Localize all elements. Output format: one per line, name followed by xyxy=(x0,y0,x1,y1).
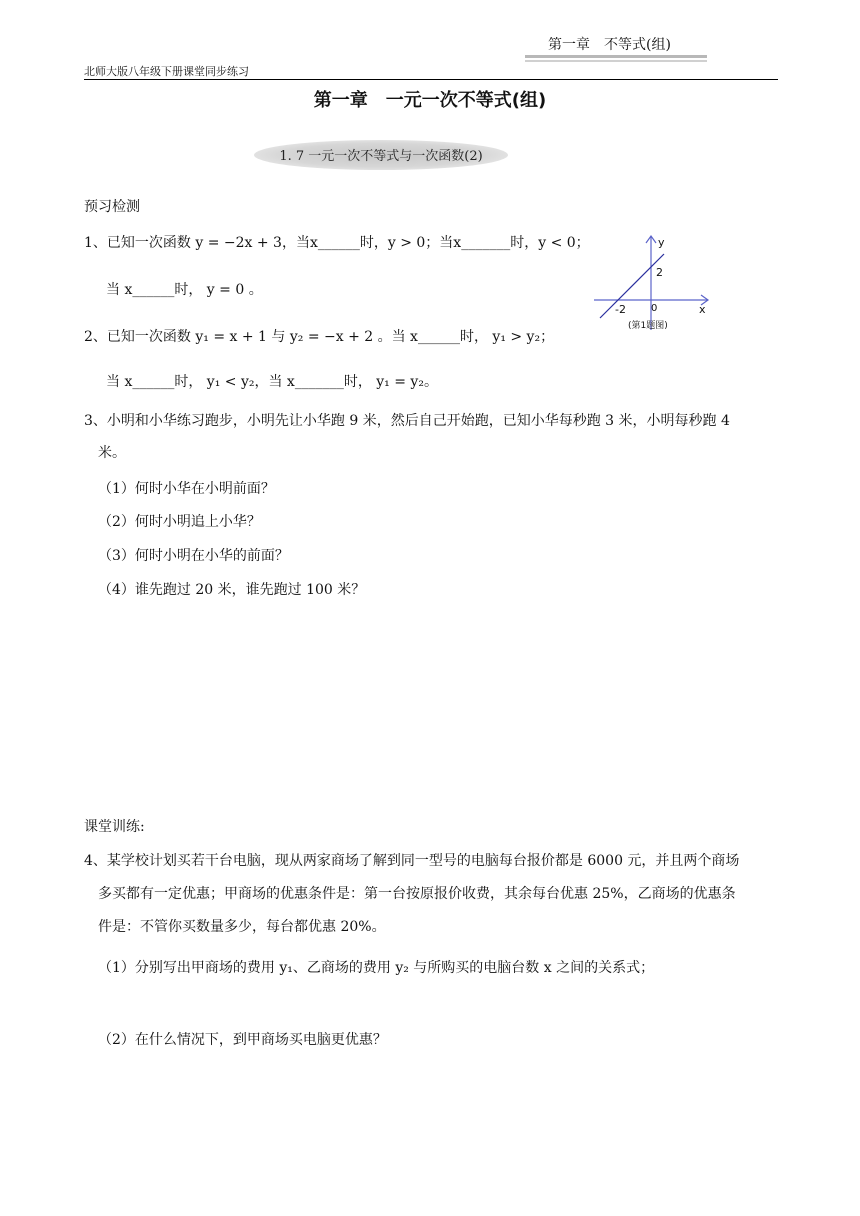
linear-function-graph xyxy=(590,230,720,335)
question-4-line-1: 4、某学校计划买若干台电脑，现从两家商场了解到同一型号的电脑每台报价都是 6000 元，并且两个商场 xyxy=(84,853,740,869)
x-axis-label: x xyxy=(699,303,706,316)
question-3-sub-3: （3）何时小明在小华的前面？ xyxy=(98,548,289,564)
figure-caption: (第1题图) xyxy=(628,321,668,331)
origin-label: 0 xyxy=(651,303,658,314)
y-axis-label: y xyxy=(658,236,665,249)
question-3-sub-1: （1）何时小华在小明前面？ xyxy=(98,481,275,497)
question-3-line-2: 米。 xyxy=(98,445,126,461)
question-4-line-2: 多买都有一定优惠；甲商场的优惠条件是：第一台按原报价收费，其余每台优惠 25%，乙商场的优惠条 xyxy=(98,886,736,902)
question-1-line-1: 1、已知一次函数 y = −2x + 3，当x______时，y > 0；当x_______时，y < 0； xyxy=(84,235,590,251)
section-heading-training: 课堂训练: xyxy=(84,819,145,835)
running-header-chapter: 第一章 不等式(组) xyxy=(548,37,671,53)
question-4-line-3: 件是：不管你买数量多少，每台都优惠 20%。 xyxy=(98,919,386,935)
question-2-line-2: 当 x______时， y₁ < y₂，当 x_______时， y₁ = y₂。 xyxy=(106,374,438,390)
y-intercept-label: 2 xyxy=(656,266,663,279)
header-rule xyxy=(84,79,778,80)
question-3-line-1: 3、小明和小华练习跑步，小明先让小华跑 9 米，然后自己开始跑，已知小华每秒跑 3 米，小明每秒跑 4 xyxy=(84,413,730,429)
question-4-sub-1: （1）分别写出甲商场的费用 y₁、乙商场的费用 y₂ 与所购买的电脑台数 x 之间的关系式； xyxy=(98,960,655,976)
section-subtitle: 1. 7 一元一次不等式与一次函数(2) xyxy=(279,149,483,164)
question-3-sub-2: （2）何时小明追上小华？ xyxy=(98,514,261,530)
section-heading-preview: 预习检测 xyxy=(84,199,140,215)
page-title: 第一章 一元一次不等式(组) xyxy=(313,90,547,111)
x-intercept-label: -2 xyxy=(615,303,626,316)
header-decoration-bar xyxy=(525,55,707,58)
question-4-sub-2: （2）在什么情况下，到甲商场买电脑更优惠？ xyxy=(98,1032,387,1048)
running-header-book: 北师大版八年级下册课堂同步练习 xyxy=(84,65,249,78)
header-decoration-bar xyxy=(525,60,707,62)
question-3-sub-4: （4）谁先跑过 20 米，谁先跑过 100 米？ xyxy=(98,582,366,598)
question-2-line-1: 2、已知一次函数 y₁ = x + 1 与 y₂ = −x + 2 。当 x______时， y₁ > y₂； xyxy=(84,329,555,345)
question-1-line-2: 当 x______时， y = 0 。 xyxy=(106,282,263,298)
